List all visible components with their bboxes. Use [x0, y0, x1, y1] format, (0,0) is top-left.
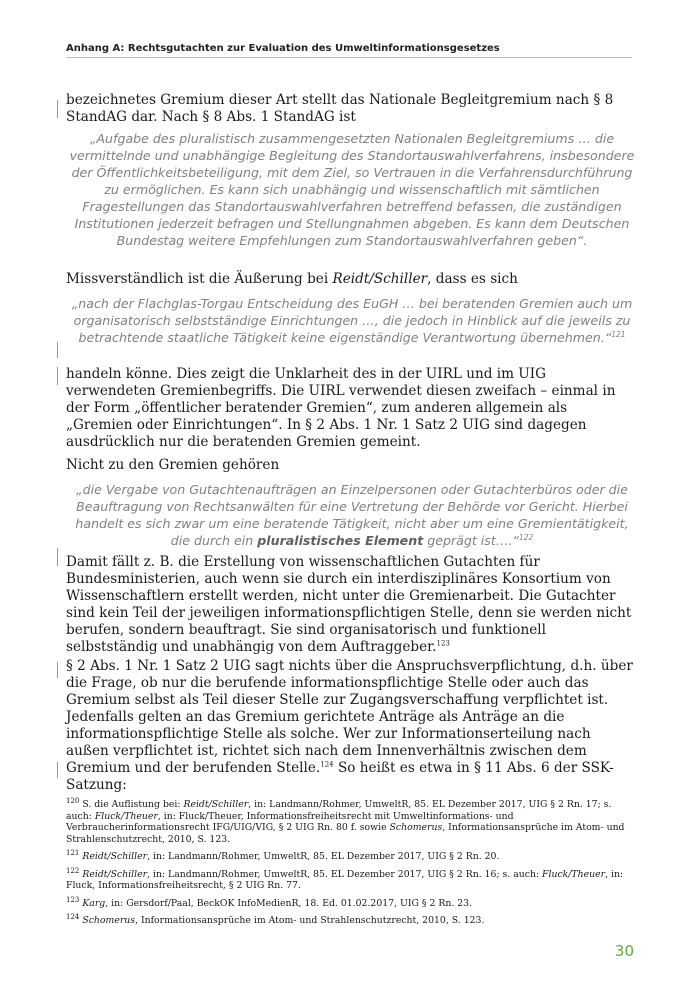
paragraph-gremium-intro: bezeichnetes Gremium dieser Art stellt das Nationale Begleitgremium nach § 8 StandAG dar. Nach § 8 Abs. 1 StandAG ist — [66, 92, 614, 125]
footnote-author: Reidt/Schiller — [183, 799, 249, 810]
text-segment: , dass es sich — [427, 271, 518, 287]
footnote-120 — [66, 796, 636, 845]
footnote-author: Reidt/Schiller — [82, 868, 148, 880]
footnote-number: 124 — [66, 912, 80, 921]
footnote-author: Karg — [82, 897, 106, 909]
footnote-text: , Informationsansprüche im Atom- und Strahlenschutzrecht, 2010, S. 123. — [135, 915, 485, 926]
running-header: Anhang A: Rechtsgutachten zur Evaluation des Umweltinformationsgesetzes — [66, 43, 632, 58]
paragraph-gremienbegriff: handeln könne. Dies zeigt die Unklarheit des in der UIRL und im UIG verwendeten Gremienbegriffs. Die UIRL verwendet diesen zweifach – einmal in der Form „öffentlicher beratender Gremien“, zum anderen allgemein als „Gremien oder Einrichtungen“. In § 2 Abs. 1 Nr. 1 Satz 2 UIG sind dagegen ausdrücklich nur die beratenden Gremien gemeint. — [66, 366, 616, 450]
quote-emphasis: pluralistisches Element — [257, 533, 424, 548]
footnote-text: , in: Gersdorf/Paal, BeckOK InfoMedienR, 18. Ed. 01.02.2017, UIG § 2 Rn. 23. — [105, 897, 473, 909]
footnote-number: 123 — [66, 895, 80, 904]
footnote-author: Schomerus — [389, 822, 443, 833]
change-bar — [57, 342, 58, 358]
footnote-text: , in: Landmann/Rohmer, UmweltR, 85. EL Dezember 2017, UIG § 2 Rn. 17; s. auch: — [66, 799, 612, 822]
quote-text: geprägt ist….“ — [423, 533, 519, 548]
footnote-number: 121 — [66, 848, 80, 857]
quote-text: „nach der Flachglas-Torgau Entscheidung des EuGH … bei beratenden Gremien auch um organisatorisch selbstständige Einrichtungen …, die jedoch in Hinblick auf die jeweils zu betrachtende staatliche Tätigkeit keine eigenständige Verantwortung übernehmen.“ — [71, 296, 633, 345]
footnote-text: , in: Landmann/Rohmer, UmweltR, 85. EL Dezember 2017, UIG § 2 Rn. 16; s. auch: — [147, 868, 543, 880]
change-bar — [57, 100, 58, 118]
footnote-number: 120 — [66, 796, 80, 805]
paragraph-gutachten — [66, 554, 636, 656]
footnote-text: , in: Fluck, Informationsfreiheitsrecht, § 2 UIG Rn. 77. — [66, 868, 624, 891]
quote-gutachtenauftraege — [66, 481, 638, 549]
footnote-text: S. die Auflistung bei: — [82, 799, 184, 810]
quote-flachglas — [66, 295, 638, 346]
paragraph-anspruchsverpflichtung — [66, 658, 636, 794]
footnote-121 — [66, 848, 636, 863]
quote-standag: „Aufgabe des pluralistisch zusammengesetzten Nationalen Begleitgremiums … die vermittelnde und unabhängige Begleitung des Standortauswahlverfahrens, insbesondere der Öffentlichkeitsbeteiligung, mit dem Ziel, so Vertrauen in die Verfahrensdurchführung zu ermöglichen. Es kann sich unabhängig und wissenschaftlich mit sämtlichen Fragestellungen das Standortauswahlverfahren betreffend befassen, die zuständigen Institutionen jederzeit befragen und Stellungnahmen abgeben. Es kann dem Deutschen Bundestag weitere Empfehlungen zum Standortauswahlverfahren geben“. — [69, 131, 635, 248]
author-name: Reidt/Schiller — [332, 271, 428, 287]
footnote-122 — [66, 866, 636, 892]
footnote-author: Fluck/Theuer — [542, 868, 606, 880]
quote-text: „die Vergabe von Gutachtenaufträgen an Einzelpersonen oder Gutachterbüros oder die Beauftragung von Rechtsanwälten für eine Vertretung der Behörde vor Gericht. Hierbei handelt es sich zwar um eine beratende Tätigkeit, nicht aber um eine Gremientätigkeit, die durch ein — [75, 482, 629, 548]
footnote-text: , in: Fluck/Theuer, Informationsfreiheitsrecht mit Umweltinformations- und Verbraucherinformationsrecht IFG/UIG/VIG, § 2 UIG Rn. 80 f. sowie — [66, 810, 514, 833]
footnote-text: , Informationsansprüche im Atom- und Strahlenschutzrecht, 2010, S. 123. — [66, 822, 625, 845]
footnote-text: , in: Landmann/Rohmer, UmweltR, 85. EL Dezember 2017, UIG § 2 Rn. 20. — [147, 851, 500, 862]
footnote-number: 122 — [66, 866, 80, 875]
footnote-author: Reidt/Schiller — [82, 851, 148, 862]
footnote-ref-122[interactable]: 122 — [518, 532, 534, 542]
footnotes — [66, 796, 636, 933]
footnote-ref-124[interactable]: 124 — [320, 760, 334, 769]
footnote-ref-121[interactable]: 121 — [611, 329, 626, 339]
text-segment: Missverständlich ist die Äußerung bei — [66, 271, 333, 287]
footnote-author: Fluck/Theuer — [94, 810, 158, 822]
paragraph-text: Damit fällt z. B. die Erstellung von wissenschaftlichen Gutachten für Bundesministerien, auch wenn sie durch ein interdisziplinäres Konsortium von Wissenschaftlern erstellt werden, nicht unter die Gremienarbeit. Die Gutachter sind kein Teil der jeweiligen informationspflichtigen Stelle, denn sie werden nicht berufen, sondern beauftragt. Sie sind organisatorisch und funktionell selbstständig und unabhängig von dem Auftraggeber. — [66, 554, 632, 655]
change-bar — [57, 548, 58, 566]
change-bar — [57, 367, 58, 385]
footnote-124 — [66, 912, 636, 927]
footnote-123 — [66, 895, 636, 910]
footnote-ref-123[interactable]: 123 — [436, 639, 450, 648]
paragraph-nicht-gremien: Nicht zu den Gremien gehören — [66, 457, 280, 473]
change-bar — [57, 762, 58, 778]
paragraph-text: So heißt es etwa in § 11 Abs. 6 der SSK-Satzung: — [66, 760, 614, 793]
footnote-author: Schomerus — [82, 915, 136, 926]
page-number: 30 — [614, 942, 634, 960]
paragraph-reidt-schiller — [66, 271, 636, 288]
paragraph-text: § 2 Abs. 1 Nr. 1 Satz 2 UIG sagt nichts über die Anspruchsverpflichtung, d.h. über die Frage, ob nur die berufende informationspflichtige Stelle oder auch das Gremium selbst als Teil dieser Stelle zur Zugangsverschaffung verpflichtet ist. Jedenfalls gelten an das Gremium gerichtete Anträge als Anträge an die informationspflichtige Stelle als solche. Wer zur Informationserteilung nach außen verpflichtet ist, richtet sich nach dem Innenverhältnis zwischen dem Gremium und der berufenden Stelle. — [66, 658, 633, 776]
change-bar — [57, 662, 58, 678]
